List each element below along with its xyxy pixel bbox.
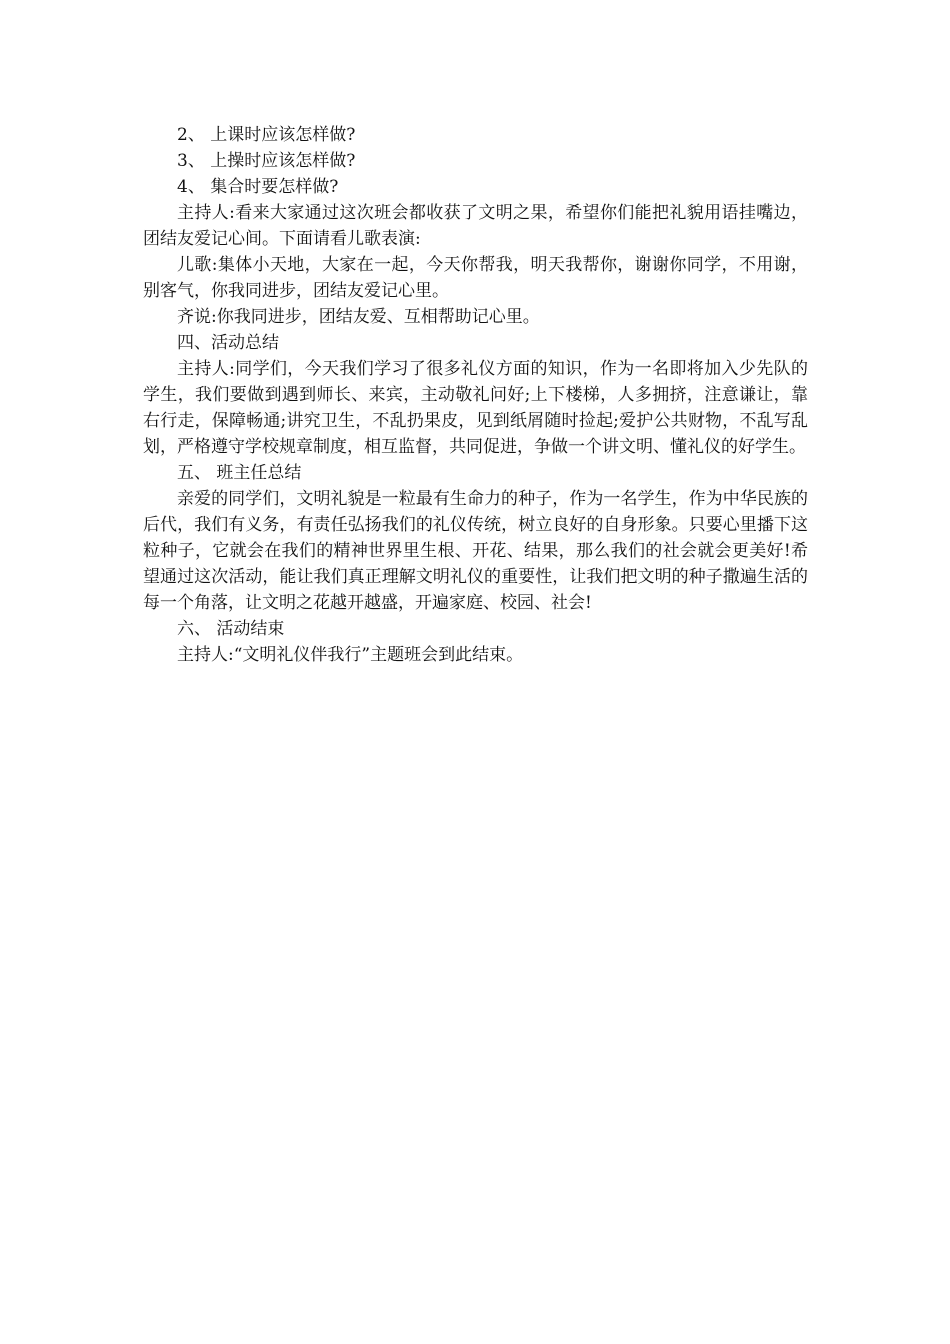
- host-paragraph: 主持人:看来大家通过这次班会都收获了文明之果，希望你们能把礼貌用语挂嘴边，团结友爱记心间。下面请看儿歌表演:: [143, 203, 808, 249]
- section-heading-summary: 四、活动总结: [177, 333, 279, 353]
- teacher-summary-paragraph: 亲爱的同学们，文明礼貌是一粒最有生命力的种子，作为一名学生，作为中华民族的后代，我们有义务，有责任弘扬我们的礼仪传统，树立良好的自身形象。只要心里播下这粒种子，它就会在我们的精神世界里生根、开花、结果，那么我们的社会就会更美好!希望通过这次活动，能让我们真正理解文明礼仪的重要性，让我们把文明的种子撒遍生活的每一个角落，让文明之花越开越盛，开遍家庭、校园、社会!: [143, 489, 808, 613]
- question-item-3: 3、 上操时应该怎样做?: [177, 151, 356, 171]
- closing-paragraph: 主持人:“文明礼仪伴我行”主题班会到此结束。: [177, 645, 524, 665]
- document-body: [143, 122, 808, 668]
- question-item-4: 4、 集合时要怎样做?: [177, 177, 339, 197]
- nursery-rhyme-paragraph: 儿歌:集体小天地，大家在一起，今天你帮我，明天我帮你，谢谢你同学，不用谢，别客气，你我同进步，团结友爱记心里。: [143, 255, 808, 301]
- section-heading-teacher-summary: 五、 班主任总结: [177, 463, 302, 483]
- question-item-2: 2、 上课时应该怎样做?: [177, 125, 356, 145]
- chorus-paragraph: 齐说:你我同进步，团结友爱、互相帮助记心里。: [177, 307, 540, 327]
- section-heading-end: 六、 活动结束: [177, 619, 285, 639]
- summary-paragraph: 主持人:同学们，今天我们学习了很多礼仪方面的知识，作为一名即将加入少先队的学生，我们要做到遇到师长、来宾，主动敬礼问好;上下楼梯，人多拥挤，注意谦让，靠右行走，保障畅通;讲究卫生，不乱扔果皮，见到纸屑随时捡起;爱护公共财物，不乱写乱划，严格遵守学校规章制度，相互监督，共同促进，争做一个讲文明、懂礼仪的好学生。: [143, 359, 808, 457]
